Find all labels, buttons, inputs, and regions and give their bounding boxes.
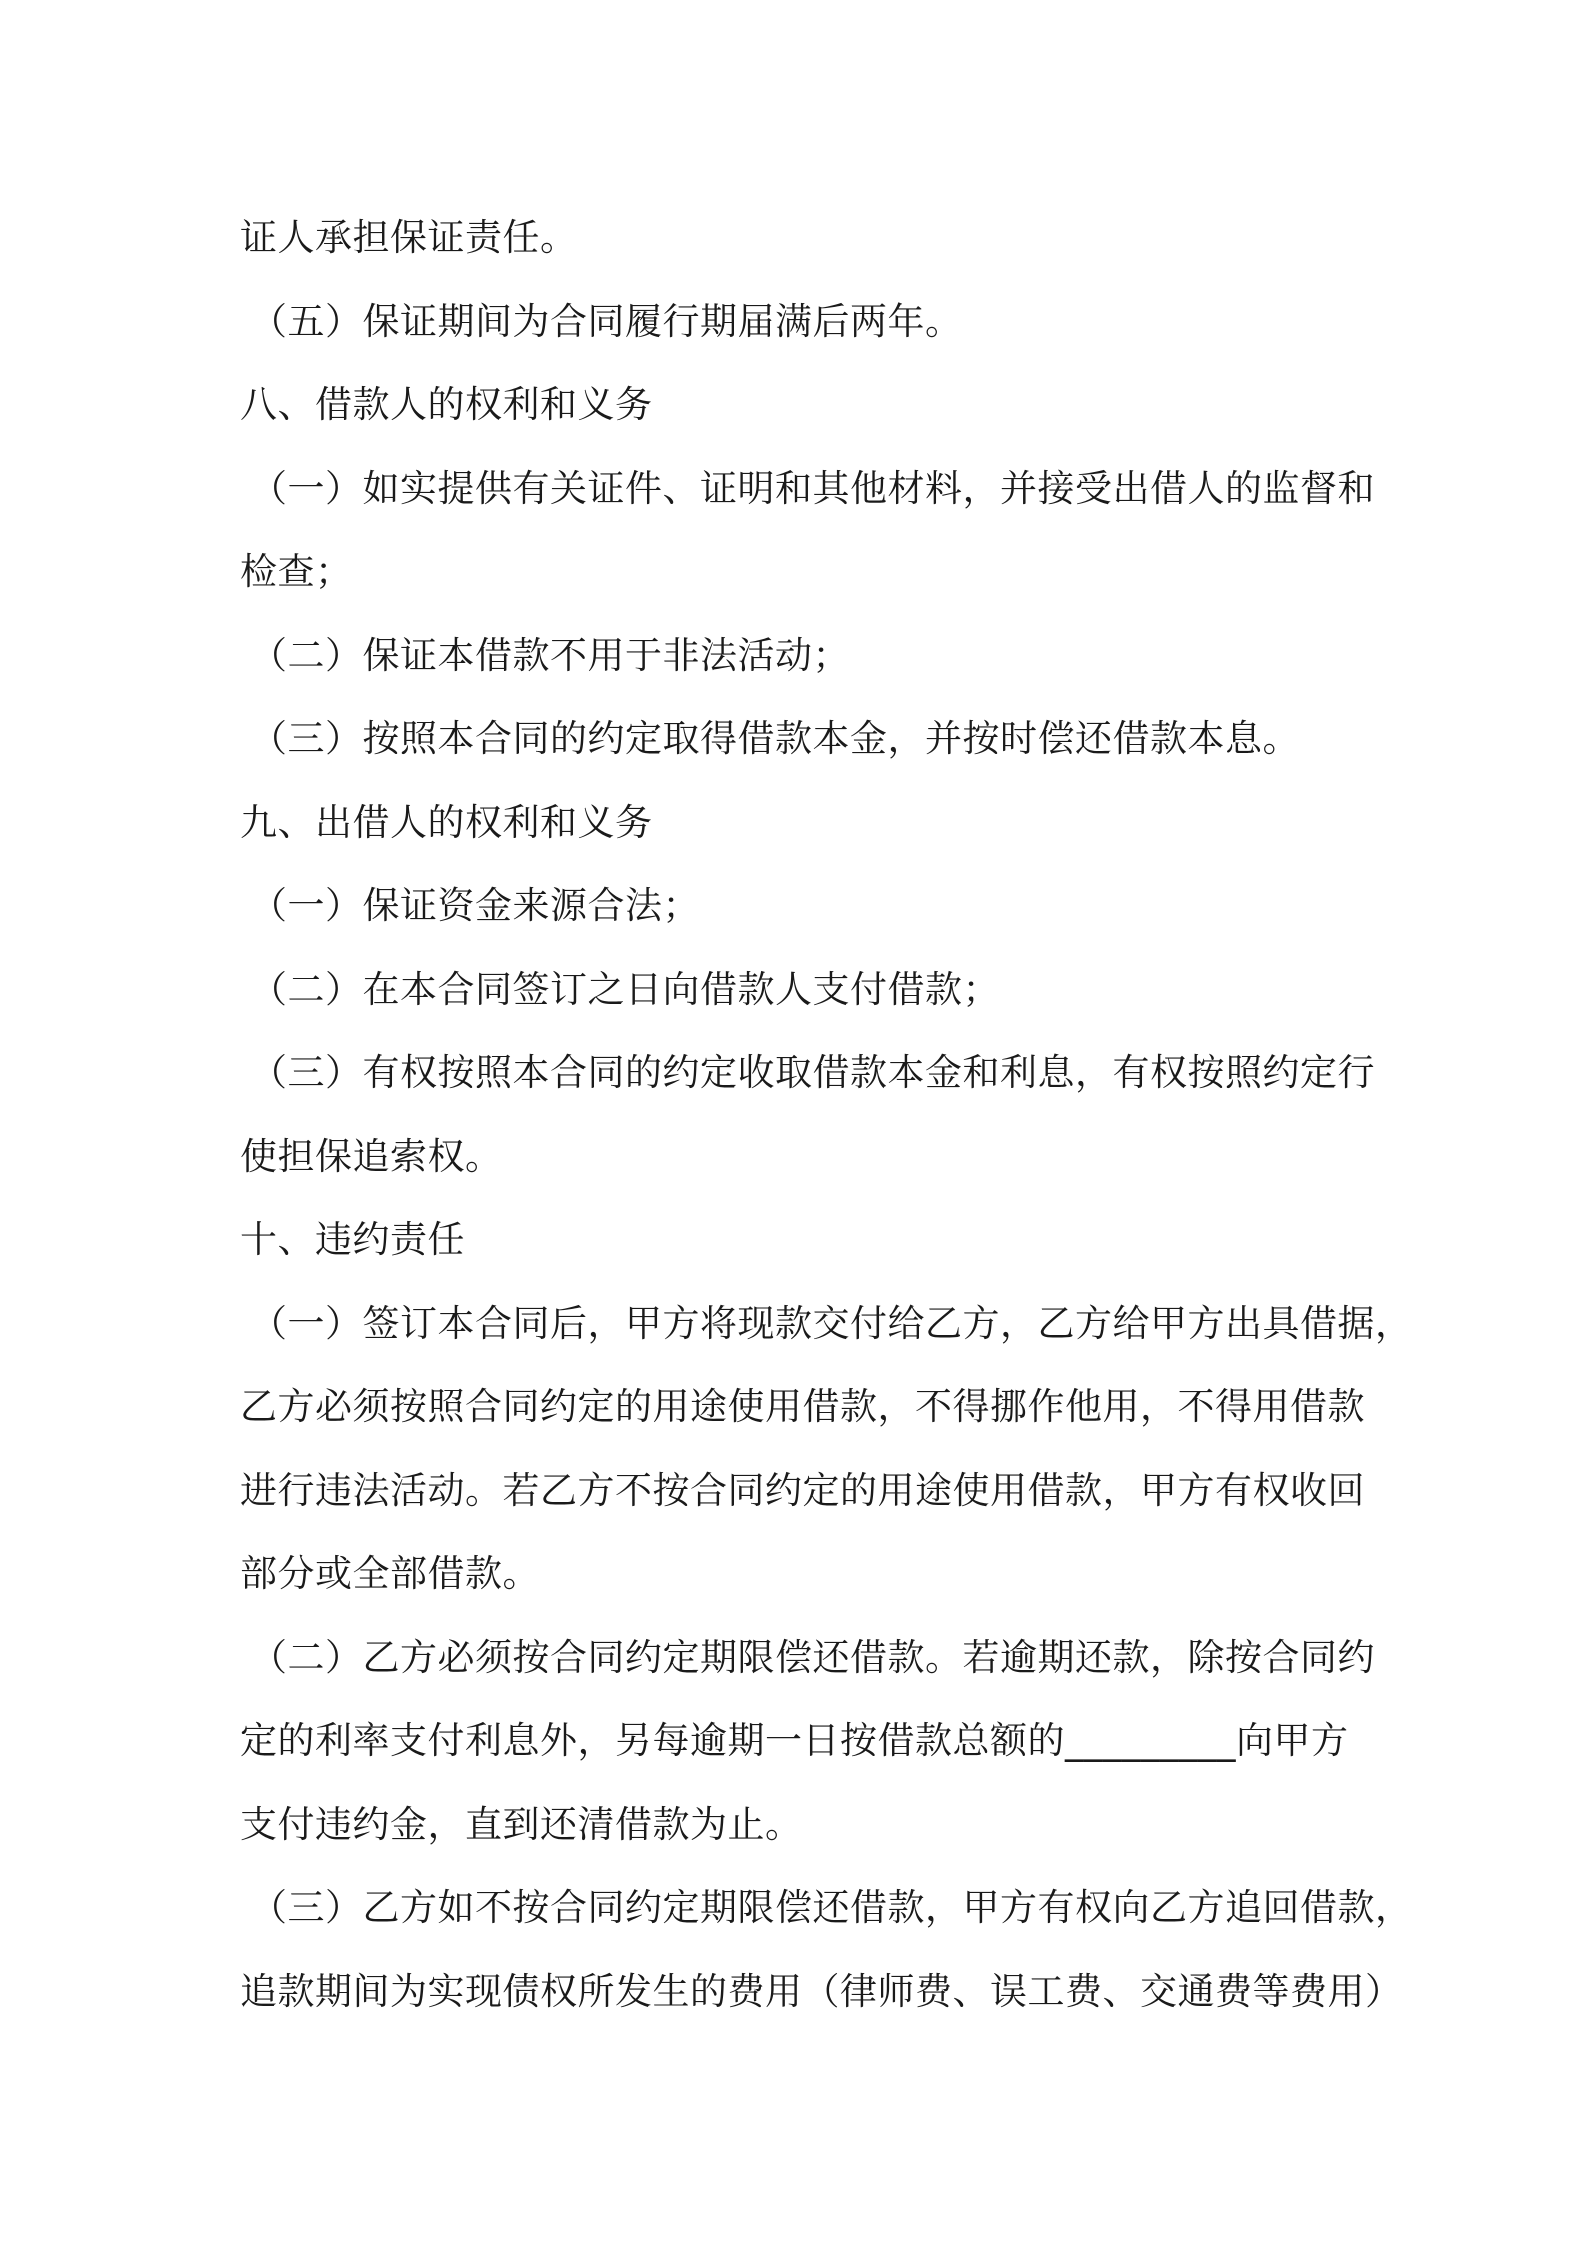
text-line: 部分或全部借款。: [240, 1552, 540, 1595]
text-line: 九、出借人的权利和义务: [240, 800, 653, 844]
text-line: 证人承担保证责任。: [240, 216, 578, 259]
text-line: 使担保追索权。: [240, 1134, 503, 1178]
text-line: （一）签订本合同后，甲方将现款交付给乙方，乙方给甲方出具借据，: [250, 1301, 1413, 1345]
text-line: （一）保证资金来源合法；: [250, 884, 700, 927]
text-line: 追款期间为实现债权所发生的费用（律师费、误工费、交通费等费用）: [240, 1969, 1403, 2013]
document-body: [240, 196, 1413, 2033]
text-line: （三）有权按照本合同的约定收取借款本金和利息，有权按照约定行: [250, 1051, 1375, 1094]
text-line: （二）在本合同签订之日向借款人支付借款；: [250, 967, 1000, 1011]
text-line: 乙方必须按照合同约定的用途使用借款，不得挪作他用，不得用借款: [240, 1385, 1365, 1428]
text-line: 支付违约金，直到还清借款为止。: [240, 1802, 803, 1846]
text-line: （三）乙方如不按合同约定期限偿还借款，甲方有权向乙方追回借款，: [250, 1886, 1413, 1929]
text-line: （五）保证期间为合同履行期届满后两年。: [250, 299, 963, 343]
text-line: 八、借款人的权利和义务: [240, 383, 653, 426]
text-line: （二）乙方必须按合同约定期限偿还借款。若逾期还款，除按合同约: [250, 1635, 1375, 1679]
text-line: （三）按照本合同的约定取得借款本金，并按时偿还借款本息。: [250, 717, 1300, 760]
text-line: 检查；: [240, 550, 353, 593]
text-line: （一）如实提供有关证件、证明和其他材料，并接受出借人的监督和: [250, 466, 1375, 510]
text-line: 定的利率支付利息外，另每逾期一日按借款总额的_________向甲方: [240, 1719, 1349, 1762]
text-line: 十、违约责任: [240, 1218, 465, 1261]
text-line: 进行违法活动。若乙方不按合同约定的用途使用借款，甲方有权收回: [240, 1468, 1365, 1512]
text-line: （二）保证本借款不用于非法活动；: [250, 633, 850, 677]
